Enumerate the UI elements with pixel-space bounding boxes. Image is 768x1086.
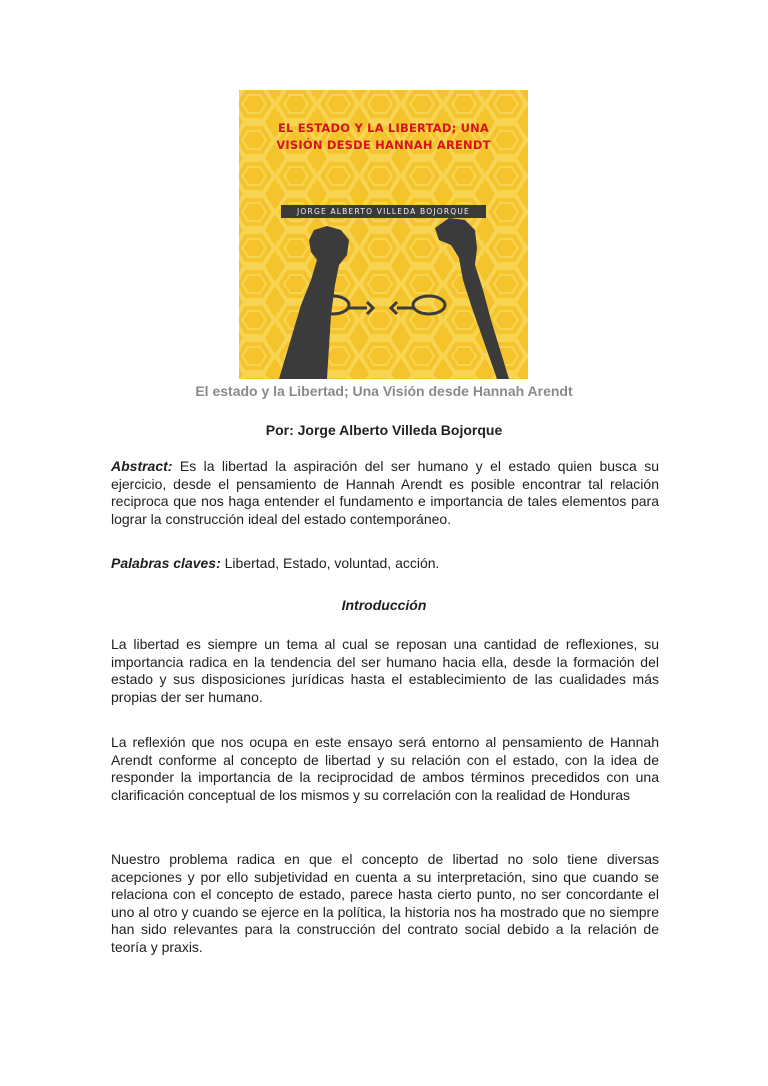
abstract-text: Es la libertad la aspiración del ser humano y el estado quien busca su ejercicio, desde el pensamiento de Hannah Arendt es posible encontrar tal relación reciproca que nos haga entender el fundamento e importancia de tales elementos para lograr la construcción ideal del estado contemporáneo. bbox=[111, 458, 660, 527]
keywords-text: Libertad, Estado, voluntad, acción. bbox=[224, 555, 440, 571]
cover-title-line-1: EL ESTADO Y LA LIBERTAD; UNA bbox=[277, 121, 490, 135]
cover-author-band: JORGE ALBERTO VILLEDA BOJORQUE bbox=[281, 205, 486, 218]
body-paragraph: La libertad es siempre un tema al cual se reposan una cantidad de reflexiones, su importancia radica en la tendencia del ser humano hacia ella, desde la formación del estado y sus disposiciones jurídicas hasta el establecimiento de las cualidades más propias der ser humano. bbox=[111, 636, 659, 705]
cover-title bbox=[239, 120, 528, 154]
abstract-paragraph bbox=[111, 458, 659, 528]
keywords-paragraph bbox=[111, 555, 659, 573]
body-paragraph: Nuestro problema radica en que el concepto de libertad no solo tiene diversas acepciones y por ello subjetividad en cuenta a su interpretación, sino que cuando se relaciona con el concepto de estado, parece hasta cierto punto, no ser concordante el uno al otro y cuando se ejerce en la política, la historia nos ha mostrado que no siempre han sido relevantes para la construcción del contrato social debido a la relación de teoría y praxis. bbox=[111, 851, 659, 955]
figure-caption: El estado y la Libertad; Una Visión desde Hannah Arendt bbox=[195, 383, 573, 399]
byline: Por: Jorge Alberto Villeda Bojorque bbox=[265, 422, 503, 438]
cover-image bbox=[239, 90, 528, 379]
body-paragraph: La reflexión que nos ocupa en este ensayo será entorno al pensamiento de Hannah Arendt conforme al concepto de libertad y su relación con el estado, con la idea de responder la importancia de la reciprocidad de ambos términos precedidos con una clarificación conceptual de los mismos y su correlación con la realidad de Honduras bbox=[111, 734, 659, 803]
abstract-label: Abstract: bbox=[111, 458, 173, 474]
keywords-label: Palabras claves: bbox=[111, 555, 221, 571]
cover-title-line-2: VISIÓN DESDE HANNAH ARENDT bbox=[276, 138, 491, 152]
section-heading: Introducción bbox=[341, 597, 427, 613]
